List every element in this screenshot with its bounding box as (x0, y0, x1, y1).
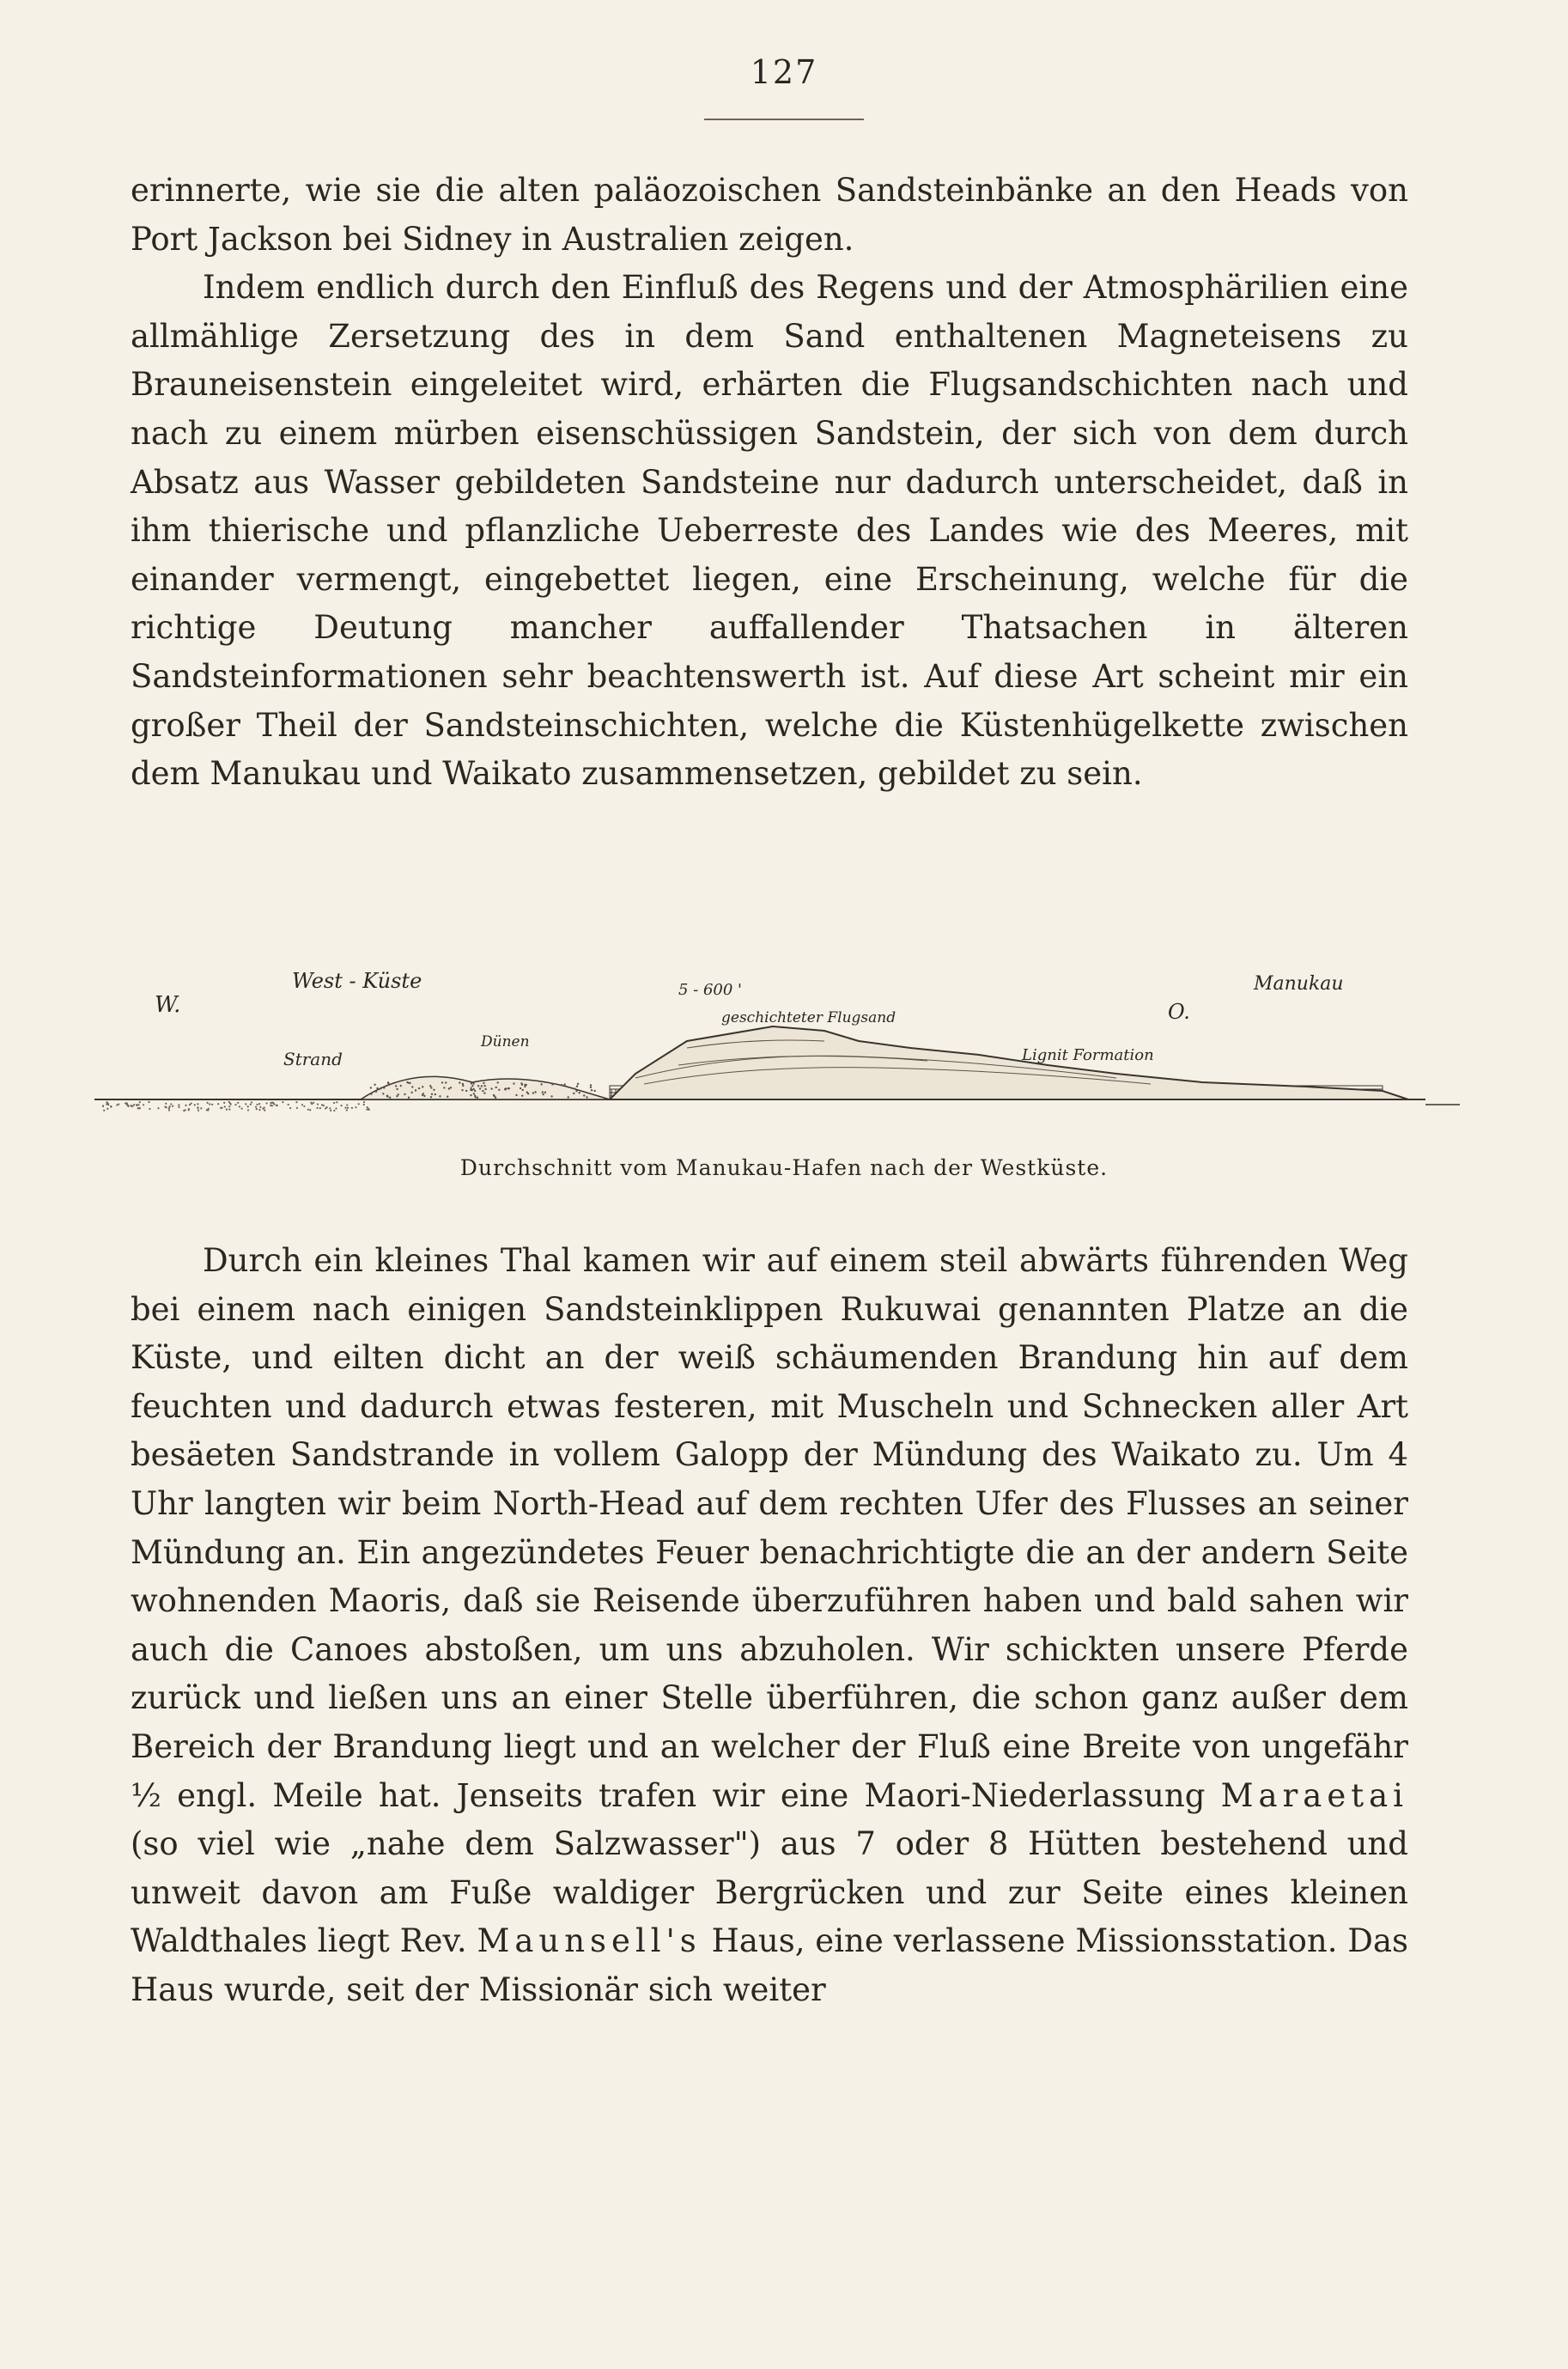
header-rule (704, 119, 864, 120)
label-east: O. (1168, 1000, 1190, 1024)
paragraph-continuation: erinnerte, wie sie die alten paläozoischen Sandsteinbänke an den Heads von Port Jackson bei Sidney in Australien zeigen. (131, 172, 1408, 258)
paragraph-journey-part1: Durch ein kleines Thal kamen wir auf einem steil abwärts führenden Weg bei einem nach einigen Sandsteinklippen Rukuwai genannten Platze an die Küste, und eilten dicht an der weiß schäumenden Brandung hin auf dem feuchten und dadurch etwas festeren, mit Muscheln und Schnecken aller Art besäeten Sandstrande in vollem Galopp der Mündung des Waikato zu. Um 4 Uhr langten wir beim North-Head auf dem rechten Ufer des Flusses an seiner Mündung an. Ein angezündetes Feuer benachrichtigte die an der andern Seite wohnenden Maoris, daß sie Reisende überzuführen haben und bald sahen wir auch die Canoes abstoßen, um uns abzuholen. Wir schickten unsere Pferde zurück und ließen uns an einer Stelle überführen, die schon ganz außer dem Bereich der Brandung liegt und an welcher der Fluß eine Breite von ungefähr ½ engl. Meile hat. Jenseits trafen wir eine Maori-Niederlassung (131, 1242, 1408, 1814)
label-strand: Strand (283, 1049, 343, 1069)
paragraph-sandstone: Indem endlich durch den Einfluß des Regens und der Atmosphärilien eine allmählige Zersetzung des in dem Sand enthaltenen Magneteisens zu Brauneisenstein eingeleitet wird, erhärten die Flugsandschichten nach und nach zu einem mürben eisenschüssigen Sandstein, der sich von dem durch Absatz aus Wasser gebildeten Sandsteine nur dadurch unterscheidet, daß in ihm thierische und pflanzliche Ueberreste des Landes wie des Meeres, mit einander vermengt, eingebettet liegen, eine Erscheinung, welche für die richtige Deutung mancher auffallender Thatsachen in älteren Sandsteinformationen sehr beachtenswerth ist. Auf diese Art scheint mir ein großer Theil der Sandsteinschichten, welche die Küstenhügelkette zwischen dem Manukau und Waikato zusammensetzen, gebildet zu sein. (131, 269, 1408, 793)
label-manukau: Manukau (1254, 973, 1344, 995)
cross-section-figure (86, 945, 1460, 1151)
label-flugsand: geschichteter Flugsand (721, 1009, 896, 1026)
text-block-bottom (131, 1237, 1408, 2015)
strand-stipple (102, 1101, 370, 1111)
label-height: 5 - 600 ' (678, 981, 743, 999)
figure-caption: Durchschnitt vom Manukau-Hafen nach der Westküste. (459, 1155, 1109, 1180)
paragraph-journey-part3: Haus, eine verlassene Missionsstation. Das Haus wurde, seit der Missionär sich weiter (131, 1922, 1408, 2008)
text-block-top (131, 167, 1408, 799)
label-lignit: Lignit Formation (1022, 1046, 1154, 1064)
place-name-maraetai: Maraetai (1220, 1776, 1408, 1814)
paragraph-journey-part2: (so viel wie „nahe dem Salzwasser") aus 7 oder 8 Hütten bestehend und unweit davon am Fuße waldiger Bergrücken und zur Seite eines kleinen Waldthales liegt Rev. (131, 1825, 1408, 1960)
cross-section-diagram (86, 945, 1460, 1151)
label-west-coast: West - Küste (292, 969, 422, 993)
label-west: W. (155, 992, 181, 1018)
page-number: 127 (750, 53, 818, 91)
label-duenen: Dünen (481, 1033, 530, 1051)
flugsand-hill (610, 1026, 1408, 1099)
person-name-maunsell: Maunsell's (477, 1922, 702, 1960)
paragraph-journey (131, 1237, 1408, 2015)
